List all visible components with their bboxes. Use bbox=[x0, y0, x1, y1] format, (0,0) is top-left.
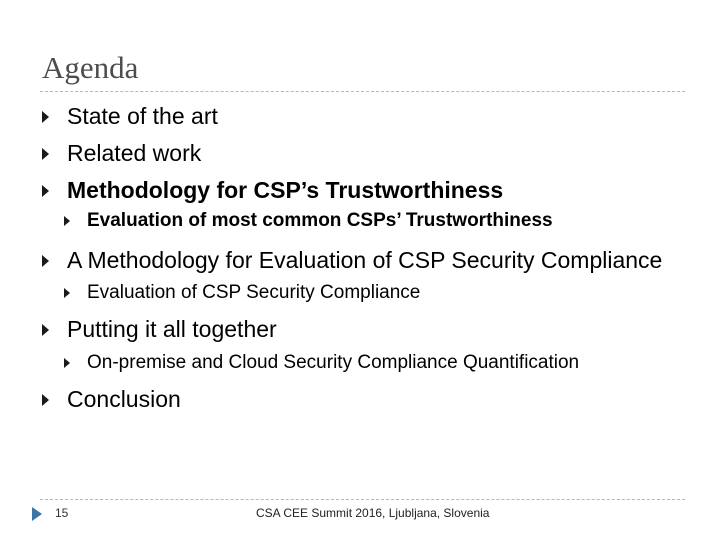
bullet-arrow-icon bbox=[42, 185, 49, 197]
footer-event-text: CSA CEE Summit 2016, Ljubljana, Slovenia bbox=[256, 506, 490, 520]
footer-divider bbox=[40, 499, 685, 500]
bullet-item bbox=[42, 140, 201, 167]
bullet-text: On-premise and Cloud Security Compliance Quantification bbox=[87, 352, 580, 373]
bullet-text: Putting it all together bbox=[67, 316, 277, 342]
bullet-item bbox=[42, 103, 218, 130]
bullet-arrow-icon bbox=[42, 324, 49, 336]
bullet-arrow-icon bbox=[42, 255, 49, 267]
sub-bullet-arrow-icon bbox=[64, 216, 70, 226]
page-number: 15 bbox=[55, 506, 69, 520]
bullet-item bbox=[42, 177, 503, 204]
sub-bullet-arrow-icon bbox=[64, 288, 70, 298]
bullet-arrow-icon bbox=[42, 394, 49, 406]
bullet-text: Methodology for CSP’s Trustworthiness bbox=[67, 177, 504, 203]
bullet-item bbox=[42, 247, 662, 274]
sub-bullet-item bbox=[64, 282, 420, 304]
bullet-arrow-icon bbox=[42, 148, 49, 160]
bullet-text: Evaluation of CSP Security Compliance bbox=[87, 282, 421, 303]
bullet-text: A Methodology for Evaluation of CSP Security Compliance bbox=[67, 247, 663, 273]
bullet-item bbox=[42, 316, 277, 343]
bullet-arrow-icon bbox=[42, 111, 49, 123]
bullet-item bbox=[42, 386, 181, 413]
bullet-text: Conclusion bbox=[67, 386, 181, 412]
footer-arrow-icon bbox=[32, 507, 42, 521]
sub-bullet-item bbox=[64, 352, 579, 374]
sub-bullet-arrow-icon bbox=[64, 358, 70, 368]
slide-title: Agenda bbox=[42, 50, 139, 85]
bullet-text: Related work bbox=[67, 140, 202, 166]
bullet-text: Evaluation of most common CSPs’ Trustworthiness bbox=[87, 210, 553, 231]
sub-bullet-item bbox=[64, 210, 553, 232]
bullet-text: State of the art bbox=[67, 103, 218, 129]
